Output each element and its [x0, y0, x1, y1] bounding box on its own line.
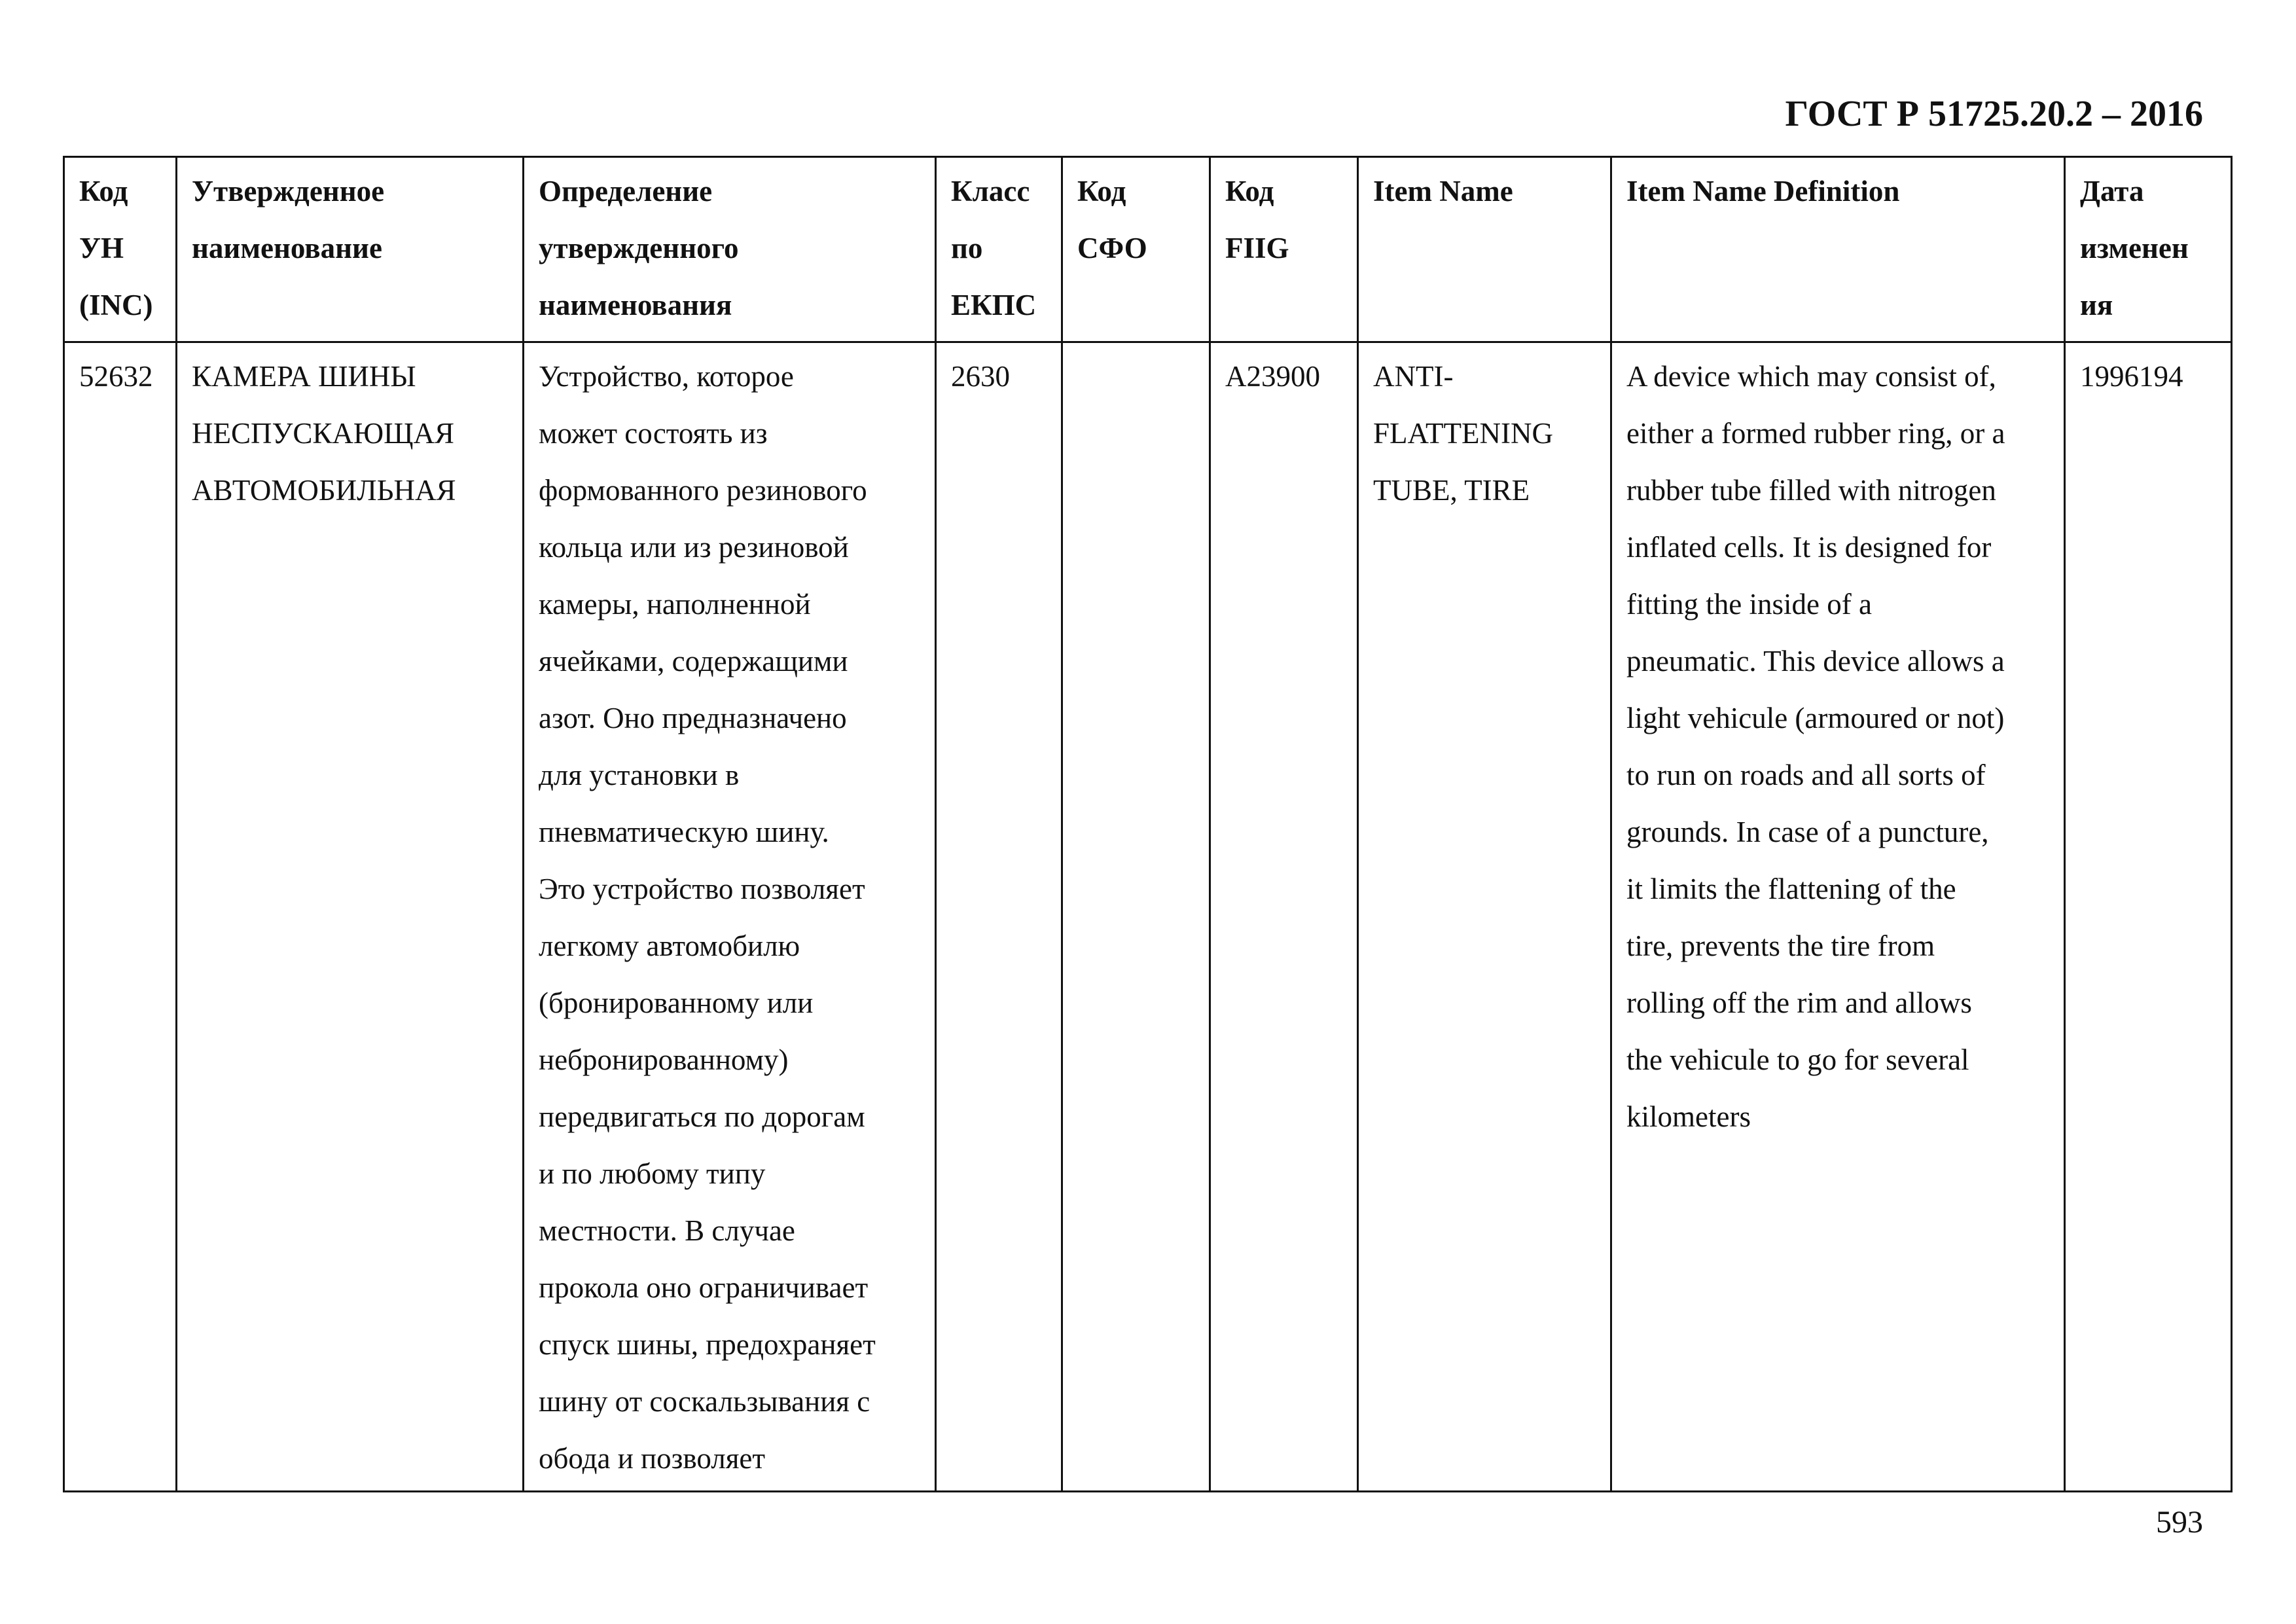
page-number: 593	[2156, 1505, 2203, 1540]
header-item-name: Item Name	[1358, 157, 1611, 342]
cell-approved-name: КАМЕРА ШИНЫ НЕСПУСКАЮЩАЯ АВТОМОБИЛЬНАЯ	[177, 342, 524, 1492]
cell-fiig: A23900	[1210, 342, 1358, 1492]
cell-item-definition: A device which may consist of, either a formed rubber ring, or a rubber tube filled with nitrogen inflated cells. It is designed for fitting the inside of a pneumatic. This device allows a light vehicule (armoured or not) to run on roads and all sorts of grounds. In case of a puncture, it limits the flattening of the tire, prevents the tire from rolling off the rim and allows the vehicule to go for several kilometers	[1611, 342, 2065, 1492]
header-fiig: Код FIIG	[1210, 157, 1358, 342]
header-inc: Код УН (INC)	[64, 157, 177, 342]
cell-inc: 52632	[64, 342, 177, 1492]
cell-sfo	[1062, 342, 1210, 1492]
header-definition: Определение утвержденного наименования	[524, 157, 936, 342]
header-class: Класс по ЕКПС	[936, 157, 1062, 342]
table-row	[64, 342, 2232, 1492]
cell-definition: Устройство, которое может состоять из формованного резинового кольца или из резиновой камеры, наполненной ячейками, содержащими азот. Оно предназначено для установки в пневматическую шину. Это устройство позволяет легкому автомобилю (бронированному или небронированному) передвигаться по дорогам и по любому типу местности. В случае прокола оно ограничивает спуск шины, предохраняет шину от соскальзывания с обода и позволяет	[524, 342, 936, 1492]
header-date: Дата изменен ия	[2065, 157, 2232, 342]
catalog-table	[63, 156, 2233, 1492]
cell-item-name: ANTI- FLATTENING TUBE, TIRE	[1358, 342, 1611, 1492]
document-standard-code: ГОСТ Р 51725.20.2 – 2016	[1785, 94, 2203, 134]
header-item-definition: Item Name Definition	[1611, 157, 2065, 342]
table-header-row	[64, 157, 2232, 342]
header-sfo: Код СФО	[1062, 157, 1210, 342]
cell-date: 1996194	[2065, 342, 2232, 1492]
cell-class: 2630	[936, 342, 1062, 1492]
header-approved-name: Утвержденное наименование	[177, 157, 524, 342]
